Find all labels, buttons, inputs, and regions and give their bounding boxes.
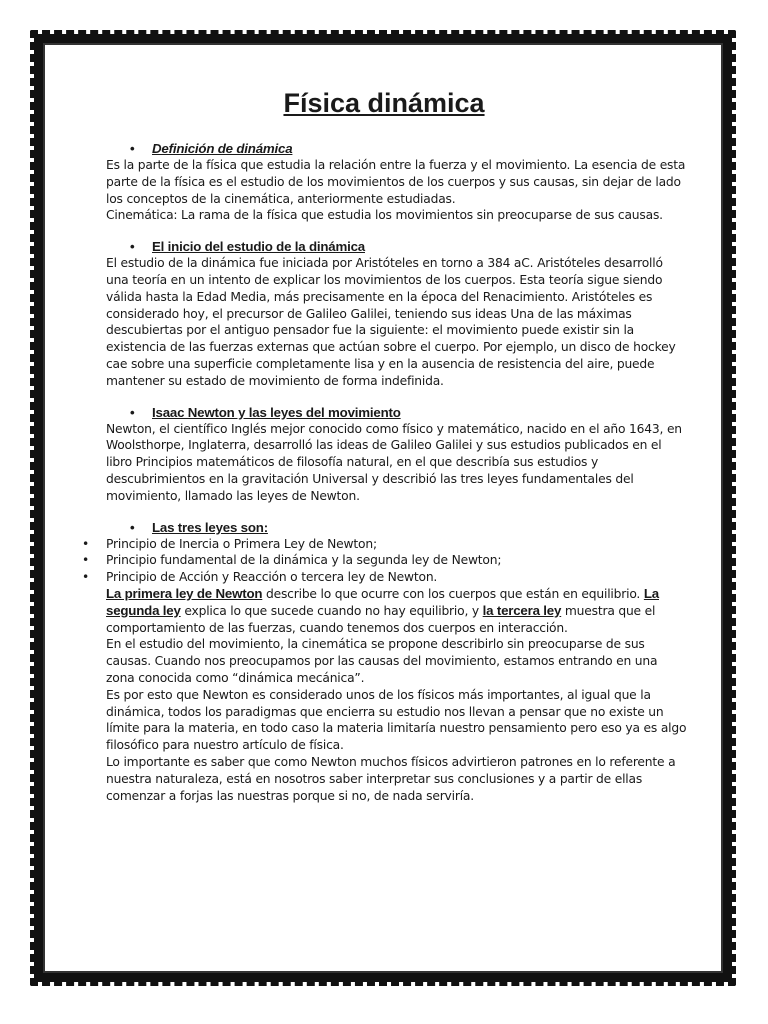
- law-text: Principio de Acción y Reacción o tercera ley de Newton.: [106, 570, 438, 585]
- text-run: explica lo que sucede cuando no hay equilibrio, y: [180, 603, 483, 618]
- bullet-icon: •: [82, 536, 90, 551]
- section-heading-text: El inicio del estudio de la dinámica: [152, 239, 365, 255]
- first-law-term: La primera ley de Newton: [106, 585, 263, 601]
- laws-explanation-paragraph: [106, 586, 688, 636]
- section-inicio: [106, 238, 688, 389]
- section-heading: [106, 404, 688, 421]
- section-definicion: [106, 140, 688, 224]
- section-tres-leyes: [82, 519, 688, 805]
- section-heading-text: Isaac Newton y las leyes del movimiento: [152, 404, 401, 420]
- second-law-term: La segunda ley: [106, 585, 659, 618]
- list-item: [82, 536, 688, 553]
- document-body: [82, 140, 688, 818]
- paragraph: Es la parte de la física que estudia la relación entre la fuerza y el movimiento. La esencia de esta parte de la física es el estudio de los movimientos de los cuerpos y sus causas, sin dejar de lado los conceptos de la cinemática, anteriormente estudiadas.: [106, 158, 686, 206]
- bullet-icon: •: [82, 553, 90, 568]
- section-heading-text: Las tres leyes son:: [152, 519, 268, 535]
- section-heading: [106, 140, 688, 157]
- list-item: [82, 552, 688, 569]
- section-heading-text: Definición de dinámica: [152, 141, 293, 156]
- law-text: Principio fundamental de la dinámica y la segunda ley de Newton;: [106, 553, 502, 568]
- document-title: Física dinámica: [283, 88, 485, 118]
- laws-list: [82, 536, 688, 586]
- bullet-icon: •: [130, 239, 135, 255]
- third-law-term: la tercera ley: [482, 602, 562, 618]
- paragraph: Es por esto que Newton es considerado unos de los físicos más importantes, al igual que la dinámica, todos los paradigmas que encierra su estudio nos llevan a pensar que no existe un límite para la materia, en todo caso la materia limitaría nuestro pensamiento pero eso ya es algo filosófico para nuestro artículo de física.: [106, 687, 687, 753]
- paragraph: Lo importante es saber que como Newton muchos físicos advirtieron patrones en lo referente a nuestra naturaleza, está en nosotros saber interpretar sus conclusiones y a partir de ellas comenzar a forjas las nuestras porque si no, de nada serviría.: [106, 754, 676, 803]
- law-text: Principio de Inercia o Primera Ley de Newton;: [106, 536, 377, 551]
- text-run: muestra que el comportamiento de las fuerzas, cuando tenemos dos cuerpos en interacción.: [106, 603, 656, 635]
- paragraph: El estudio de la dinámica fue iniciada por Aristóteles en torno a 384 aC. Aristóteles desarrolló una teoría en un intento de explicar los movimientos de los cuerpos. Esta teoría sigue siendo válida hasta la Edad Media, más precisamente en la época del Renacimiento. Aristóteles es considerado hoy, el precursor de Galileo Galilei, teniendo sus ideas Una de las máximas descubiertas por el antiguo pensador fue la siguiente: el movimiento puede existir sin la existencia de las fuerzas externas que actúan sobre el cuerpo. Por ejemplo, un disco de hockey cae sobre una superficie completamente lisa y en la ausencia de resistencia del aire, puede mantener su estado de movimiento de forma indefinida.: [106, 256, 676, 388]
- bullet-icon: •: [82, 570, 90, 585]
- bullet-icon: •: [130, 141, 135, 156]
- section-newton: [106, 404, 688, 505]
- section-heading: [106, 238, 688, 255]
- list-item: [82, 569, 688, 586]
- paragraph: Cinemática: La rama de la física que estudia los movimientos sin preocuparse de sus causas.: [106, 208, 663, 223]
- paragraph: Newton, el científico Inglés mejor conocido como físico y matemático, nacido en el año 1643, en Woolsthorpe, Inglaterra, desarrolló las ideas de Galileo Galilei y sus estudios publicados en el libro Principios matemáticos de filosofía natural, en el que describía sus estudios y descubrimientos en la gravitación Universal y describió las tres leyes fundamentales del movimiento, llamado las leyes de Newton.: [106, 421, 682, 503]
- bullet-icon: •: [130, 519, 135, 535]
- section-heading: [106, 519, 688, 536]
- paragraph: En el estudio del movimiento, la cinemática se propone describirlo sin preocuparse de sus causas. Cuando nos preocupamos por las causas del movimiento, estamos entrando en una zona conocida como “dinámica mecánica”.: [106, 637, 658, 685]
- text-run: describe lo que ocurre con los cuerpos que están en equilibrio.: [262, 586, 644, 601]
- bullet-icon: •: [130, 404, 135, 420]
